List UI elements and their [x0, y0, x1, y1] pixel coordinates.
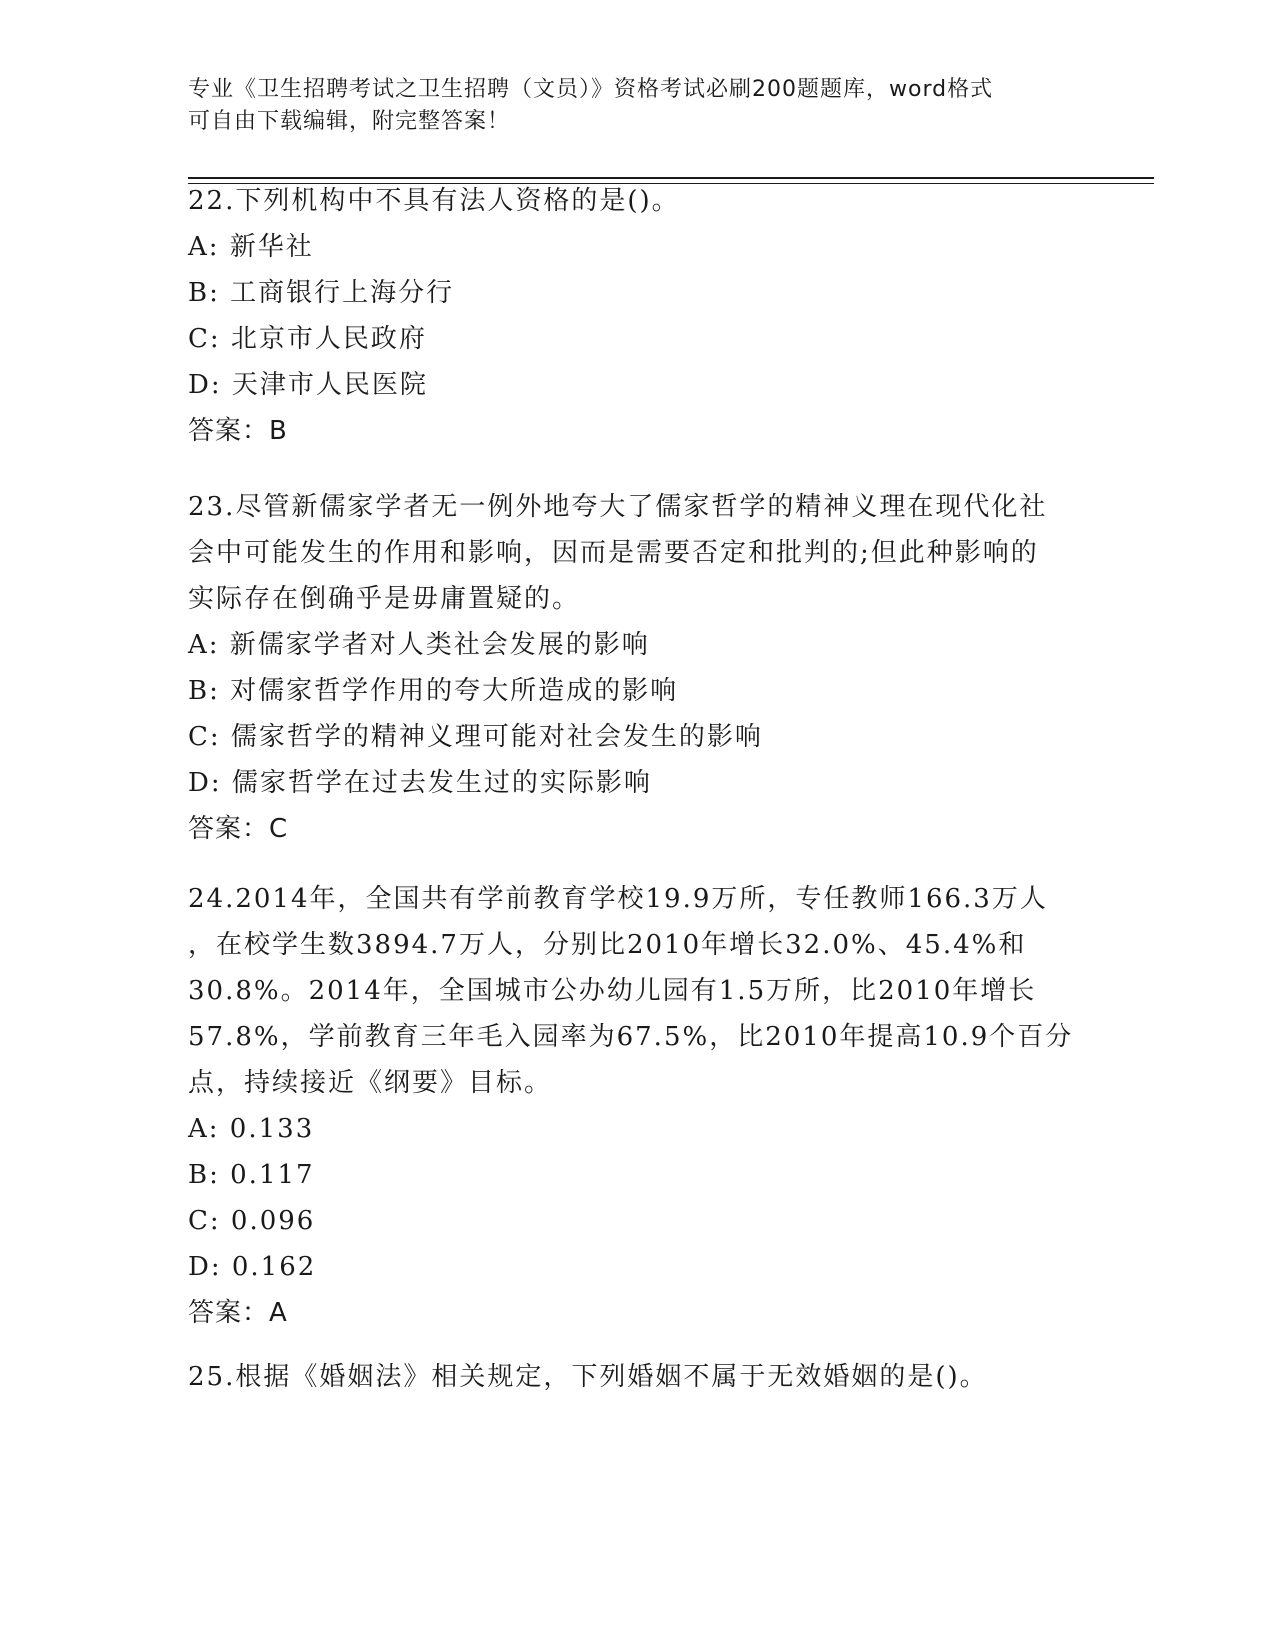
- question-stem-line: 实际存在倒确乎是毋庸置疑的。: [188, 584, 581, 614]
- option-a: A: 新儒家学者对人类社会发展的影响: [188, 630, 650, 660]
- header-line-2: 可自由下载编辑，附完整答案！: [188, 109, 511, 134]
- option-c: C: 0.096: [188, 1206, 316, 1236]
- option-c: C: 北京市人民政府: [188, 324, 427, 354]
- document-header: [188, 74, 1088, 138]
- option-b: B: 对儒家哲学作用的夸大所造成的影响: [188, 676, 679, 706]
- question-stem-line: 57.8%，学前教育三年毛入园率为67.5%，比2010年提高10.9个百分: [188, 1022, 1074, 1052]
- option-b: B: 工商银行上海分行: [188, 278, 455, 308]
- question-stem-line: 会中可能发生的作用和影响，因而是需要否定和批判的;但此种影响的: [188, 538, 1039, 568]
- option-d: D: 天津市人民医院: [188, 370, 428, 400]
- option-c: C: 儒家哲学的精神义理可能对社会发生的影响: [188, 722, 763, 752]
- question-stem-line: 22.下列机构中不具有法人资格的是()。: [188, 186, 680, 216]
- question-stem-line: 点，持续接近《纲要》目标。: [188, 1068, 553, 1098]
- question-stem-line: 25.根据《婚姻法》相关规定，下列婚姻不属于无效婚姻的是()。: [188, 1362, 988, 1392]
- question-stem-line: ，在校学生数3894.7万人，分别比2010年增长32.0%、45.4%和: [188, 930, 1027, 960]
- option-a: A: 新华社: [188, 232, 314, 262]
- option-d: D: 0.162: [188, 1252, 317, 1282]
- question-stem-line: 23.尽管新儒家学者无一例外地夸大了儒家哲学的精神义理在现代化社: [188, 492, 1048, 522]
- question-stem-line: 30.8%。2014年，全国城市公办幼儿园有1.5万所，比2010年增长: [188, 976, 1037, 1006]
- question-22: [188, 178, 1088, 454]
- question-24: [188, 876, 1088, 1336]
- question-stem-line: 24.2014年，全国共有学前教育学校19.9万所，专任教师166.3万人: [188, 884, 1048, 914]
- answer-text: 答案：B: [188, 416, 288, 446]
- question-25: [188, 1354, 1088, 1400]
- answer-text: 答案：C: [188, 814, 289, 844]
- question-23: [188, 484, 1088, 852]
- option-b: B: 0.117: [188, 1160, 315, 1190]
- answer-text: 答案：A: [188, 1298, 288, 1328]
- header-line-1: 专业《卫生招聘考试之卫生招聘（文员）》资格考试必刷200题题库，word格式: [188, 77, 994, 102]
- option-a: A: 0.133: [188, 1114, 315, 1144]
- option-d: D: 儒家哲学在过去发生过的实际影响: [188, 768, 652, 798]
